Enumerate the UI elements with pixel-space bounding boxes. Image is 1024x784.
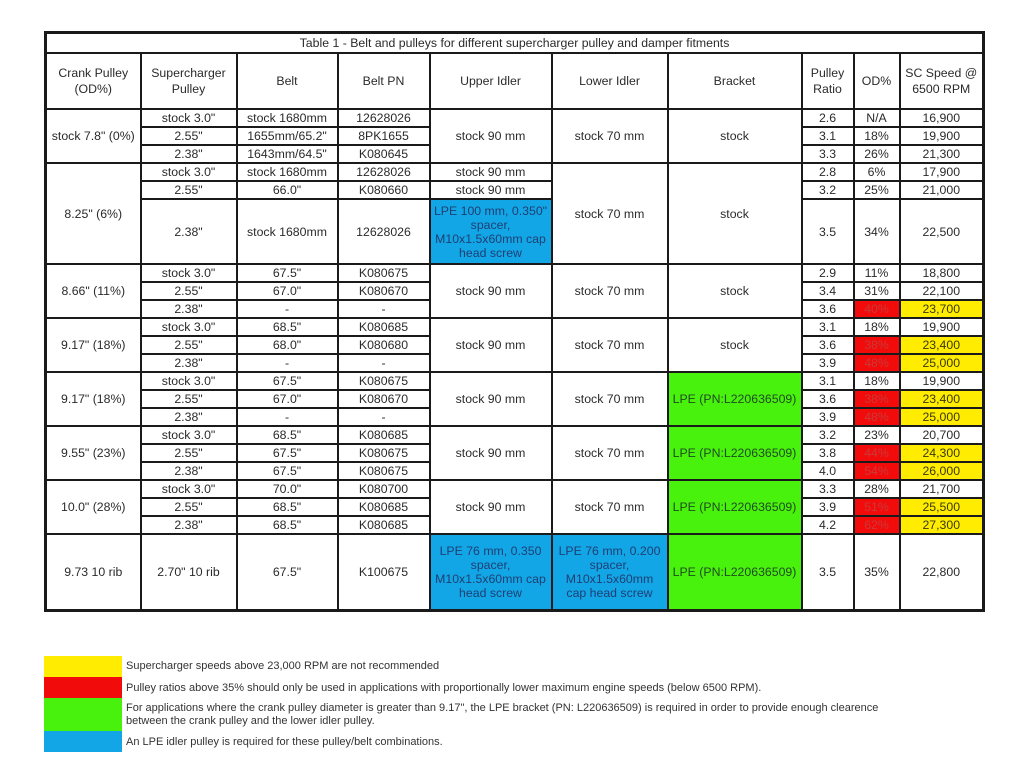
crank-cell: 8.25" (6%) [46, 163, 141, 264]
ratio-cell: 3.1 [802, 127, 854, 145]
sc-pulley-cell: stock 3.0" [141, 318, 237, 336]
od-cell: 11% [854, 264, 900, 282]
sc-pulley-cell: 2.38" [141, 145, 237, 163]
od-warning-cell: 62% [854, 516, 900, 534]
od-cell: N/A [854, 109, 900, 127]
belt-pn-cell: K080675 [338, 372, 430, 390]
belt-cell: - [237, 300, 338, 318]
belt-cell: 68.5" [237, 318, 338, 336]
lower-idler-cell: stock 70 mm [552, 426, 668, 480]
lower-idler-cell: stock 70 mm [552, 109, 668, 163]
upper-idler-cell: stock 90 mm [430, 480, 552, 534]
od-warning-cell: 51% [854, 498, 900, 516]
od-cell: 6% [854, 163, 900, 181]
header-lower-idler: Lower Idler [552, 53, 668, 109]
crank-cell: 10.0" (28%) [46, 480, 141, 534]
belt-cell: 1655mm/65.2" [237, 127, 338, 145]
crank-cell: 9.17" (18%) [46, 318, 141, 372]
table-row [46, 264, 984, 282]
table-title: Table 1 - Belt and pulleys for different supercharger pulley and damper fitments [46, 33, 984, 54]
belt-pn-cell: K080660 [338, 181, 430, 199]
table-row [46, 426, 984, 444]
belt-pn-cell: 8PK1655 [338, 127, 430, 145]
legend-text: For applications where the crank pulley diameter is greater than 9.17", the LPE bracket (PN: L220636509) is required in order to provide enough clearence between the crank pulley and the lower idler pulley. [126, 702, 879, 727]
sc-pulley-cell: stock 3.0" [141, 264, 237, 282]
speed-cell: 16,900 [900, 109, 984, 127]
header-row [46, 53, 984, 109]
belt-pn-cell: K080670 [338, 282, 430, 300]
lower-idler-cell: stock 70 mm [552, 480, 668, 534]
belt-pn-cell: K080675 [338, 462, 430, 480]
table-row [46, 318, 984, 336]
ratio-cell: 3.3 [802, 145, 854, 163]
od-cell: 25% [854, 181, 900, 199]
belt-cell: 67.5" [237, 372, 338, 390]
belt-cell: 68.0" [237, 336, 338, 354]
belt-pn-cell: K080675 [338, 264, 430, 282]
crank-cell: 9.73 10 rib [46, 534, 141, 611]
od-cell: 18% [854, 318, 900, 336]
crank-cell: 9.17" (18%) [46, 372, 141, 426]
sc-pulley-cell: stock 3.0" [141, 426, 237, 444]
ratio-cell: 3.5 [802, 534, 854, 611]
od-cell: 34% [854, 199, 900, 264]
ratio-cell: 3.4 [802, 282, 854, 300]
belt-pn-cell: K080680 [338, 336, 430, 354]
ratio-cell: 2.8 [802, 163, 854, 181]
od-cell: 23% [854, 426, 900, 444]
bracket-cell: stock [668, 264, 802, 318]
crank-cell: 8.66" (11%) [46, 264, 141, 318]
header-belt-pn: Belt PN [338, 53, 430, 109]
crank-cell: stock 7.8" (0%) [46, 109, 141, 163]
speed-cell: 18,800 [900, 264, 984, 282]
lpe-lower-idler-cell: LPE 76 mm, 0.200 spacer, M10x1.5x60mm cap head screw [552, 534, 668, 611]
od-cell: 18% [854, 372, 900, 390]
speed-cell: 21,700 [900, 480, 984, 498]
speed-cell: 20,700 [900, 426, 984, 444]
header-ratio: Pulley Ratio [802, 53, 854, 109]
lower-idler-cell: stock 70 mm [552, 318, 668, 372]
sc-pulley-cell: 2.55" [141, 390, 237, 408]
belt-cell: 68.5" [237, 426, 338, 444]
od-warning-cell: 48% [854, 354, 900, 372]
sc-pulley-cell: 2.55" [141, 498, 237, 516]
lower-idler-cell: stock 70 mm [552, 372, 668, 426]
ratio-cell: 3.6 [802, 336, 854, 354]
ratio-cell: 2.9 [802, 264, 854, 282]
legend-text: Supercharger speeds above 23,000 RPM are not recommended [126, 660, 440, 672]
speed-cell: 22,800 [900, 534, 984, 611]
belt-pn-cell: 12628026 [338, 163, 430, 181]
speed-warning-cell: 25,000 [900, 408, 984, 426]
sc-pulley-cell: stock 3.0" [141, 163, 237, 181]
sc-pulley-cell: 2.38" [141, 516, 237, 534]
speed-cell: 19,900 [900, 127, 984, 145]
upper-idler-cell: stock 90 mm [430, 181, 552, 199]
bracket-cell: stock [668, 163, 802, 264]
sc-pulley-cell: stock 3.0" [141, 372, 237, 390]
bracket-cell: stock [668, 109, 802, 163]
speed-cell: 19,900 [900, 372, 984, 390]
table-row [46, 372, 984, 390]
ratio-cell: 4.2 [802, 516, 854, 534]
ratio-cell: 3.6 [802, 300, 854, 318]
crank-cell: 9.55" (23%) [46, 426, 141, 480]
belt-pn-cell: K080685 [338, 498, 430, 516]
belt-cell: 66.0" [237, 181, 338, 199]
table-row [46, 181, 984, 199]
ratio-cell: 3.9 [802, 354, 854, 372]
speed-warning-cell: 23,400 [900, 390, 984, 408]
header-speed: SC Speed @ 6500 RPM [900, 53, 984, 109]
belt-cell: 67.0" [237, 390, 338, 408]
upper-idler-cell: stock 90 mm [430, 372, 552, 426]
sc-pulley-cell: stock 3.0" [141, 480, 237, 498]
sc-pulley-cell: 2.55" [141, 282, 237, 300]
lpe-upper-idler-cell: LPE 76 mm, 0.350 spacer, M10x1.5x60mm cap head screw [430, 534, 552, 611]
ratio-cell: 3.2 [802, 181, 854, 199]
belt-pn-cell: K080670 [338, 390, 430, 408]
blue-swatch [44, 731, 122, 752]
belt-cell: 67.0" [237, 282, 338, 300]
ratio-cell: 3.9 [802, 408, 854, 426]
belt-cell: 67.5" [237, 444, 338, 462]
belt-cell: - [237, 408, 338, 426]
belt-pn-cell: K100675 [338, 534, 430, 611]
yellow-swatch [44, 656, 122, 677]
sc-pulley-cell: 2.38" [141, 354, 237, 372]
od-warning-cell: 38% [854, 336, 900, 354]
belt-pn-cell: K080700 [338, 480, 430, 498]
header-belt: Belt [237, 53, 338, 109]
upper-idler-cell: stock 90 mm [430, 264, 552, 318]
speed-warning-cell: 25,000 [900, 354, 984, 372]
sc-pulley-cell: 2.38" [141, 408, 237, 426]
ratio-cell: 3.8 [802, 444, 854, 462]
belt-pn-cell: - [338, 300, 430, 318]
belt-pn-cell: K080675 [338, 444, 430, 462]
lpe-bracket-cell: LPE (PN:L220636509) [668, 480, 802, 534]
upper-idler-cell: stock 90 mm [430, 163, 552, 181]
od-cell: 26% [854, 145, 900, 163]
od-cell: 18% [854, 127, 900, 145]
upper-idler-cell: stock 90 mm [430, 318, 552, 372]
belt-pn-cell: 12628026 [338, 199, 430, 264]
lpe-bracket-cell: LPE (PN:L220636509) [668, 372, 802, 426]
lower-idler-cell: stock 70 mm [552, 163, 668, 264]
belt-pn-cell: 12628026 [338, 109, 430, 127]
belt-cell: 67.5" [237, 534, 338, 611]
belt-pn-cell: K080645 [338, 145, 430, 163]
belt-cell: stock 1680mm [237, 163, 338, 181]
belt-cell: 70.0" [237, 480, 338, 498]
od-warning-cell: 48% [854, 408, 900, 426]
header-bracket: Bracket [668, 53, 802, 109]
upper-idler-cell: stock 90 mm [430, 426, 552, 480]
ratio-cell: 3.5 [802, 199, 854, 264]
table-row [46, 534, 984, 611]
belt-cell: 68.5" [237, 498, 338, 516]
sc-pulley-cell: stock 3.0" [141, 109, 237, 127]
belt-pn-cell: - [338, 354, 430, 372]
sc-pulley-cell: 2.38" [141, 462, 237, 480]
od-warning-cell: 44% [854, 444, 900, 462]
legend-text: Pulley ratios above 35% should only be used in applications with proportionally lower maximum engine speeds (below 6500 RPM). [126, 682, 762, 694]
speed-cell: 21,300 [900, 145, 984, 163]
sc-pulley-cell: 2.38" [141, 300, 237, 318]
ratio-cell: 3.6 [802, 390, 854, 408]
belt-cell: 68.5" [237, 516, 338, 534]
ratio-cell: 4.0 [802, 462, 854, 480]
table-row [46, 480, 984, 498]
od-cell: 31% [854, 282, 900, 300]
speed-warning-cell: 24,300 [900, 444, 984, 462]
red-swatch [44, 677, 122, 698]
lower-idler-cell: stock 70 mm [552, 264, 668, 318]
speed-cell: 17,900 [900, 163, 984, 181]
green-swatch [44, 698, 122, 731]
belt-cell: - [237, 354, 338, 372]
bracket-cell: stock [668, 318, 802, 372]
speed-warning-cell: 26,000 [900, 462, 984, 480]
belt-pn-cell: K080685 [338, 318, 430, 336]
header-sc-pulley: Supercharger Pulley [141, 53, 237, 109]
speed-cell: 22,500 [900, 199, 984, 264]
belt-pn-cell: K080685 [338, 516, 430, 534]
speed-cell: 22,100 [900, 282, 984, 300]
od-cell: 35% [854, 534, 900, 611]
header-upper-idler: Upper Idler [430, 53, 552, 109]
table-row [46, 109, 984, 127]
belt-pn-cell: K080685 [338, 426, 430, 444]
sc-pulley-cell: 2.70" 10 rib [141, 534, 237, 611]
ratio-cell: 3.9 [802, 498, 854, 516]
legend-text: An LPE idler pulley is required for these pulley/belt combinations. [126, 736, 443, 748]
speed-cell: 19,900 [900, 318, 984, 336]
fitment-table [44, 31, 985, 612]
ratio-cell: 2.6 [802, 109, 854, 127]
sc-pulley-cell: 2.55" [141, 444, 237, 462]
sc-pulley-cell: 2.55" [141, 127, 237, 145]
sc-pulley-cell: 2.55" [141, 181, 237, 199]
sc-pulley-cell: 2.55" [141, 336, 237, 354]
belt-cell: stock 1680mm [237, 199, 338, 264]
speed-warning-cell: 23,700 [900, 300, 984, 318]
speed-warning-cell: 23,400 [900, 336, 984, 354]
upper-idler-cell: stock 90 mm [430, 109, 552, 163]
speed-warning-cell: 27,300 [900, 516, 984, 534]
belt-cell: 1643mm/64.5" [237, 145, 338, 163]
lpe-upper-idler-cell: LPE 100 mm, 0.350" spacer, M10x1.5x60mm cap head screw [430, 199, 552, 264]
speed-warning-cell: 25,500 [900, 498, 984, 516]
lpe-bracket-cell: LPE (PN:L220636509) [668, 426, 802, 480]
od-warning-cell: 54% [854, 462, 900, 480]
belt-cell: stock 1680mm [237, 109, 338, 127]
table-row [46, 199, 984, 264]
od-warning-cell: 38% [854, 390, 900, 408]
header-od: OD% [854, 53, 900, 109]
belt-cell: 67.5" [237, 462, 338, 480]
od-cell: 28% [854, 480, 900, 498]
ratio-cell: 3.1 [802, 372, 854, 390]
ratio-cell: 3.2 [802, 426, 854, 444]
ratio-cell: 3.1 [802, 318, 854, 336]
header-crank: Crank Pulley (OD%) [46, 53, 141, 109]
sc-pulley-cell: 2.38" [141, 199, 237, 264]
od-warning-cell: 40% [854, 300, 900, 318]
belt-cell: 67.5" [237, 264, 338, 282]
table-row [46, 163, 984, 181]
lpe-bracket-cell: LPE (PN:L220636509) [668, 534, 802, 611]
belt-pn-cell: - [338, 408, 430, 426]
speed-cell: 21,000 [900, 181, 984, 199]
ratio-cell: 3.3 [802, 480, 854, 498]
fitment-document [44, 31, 982, 612]
